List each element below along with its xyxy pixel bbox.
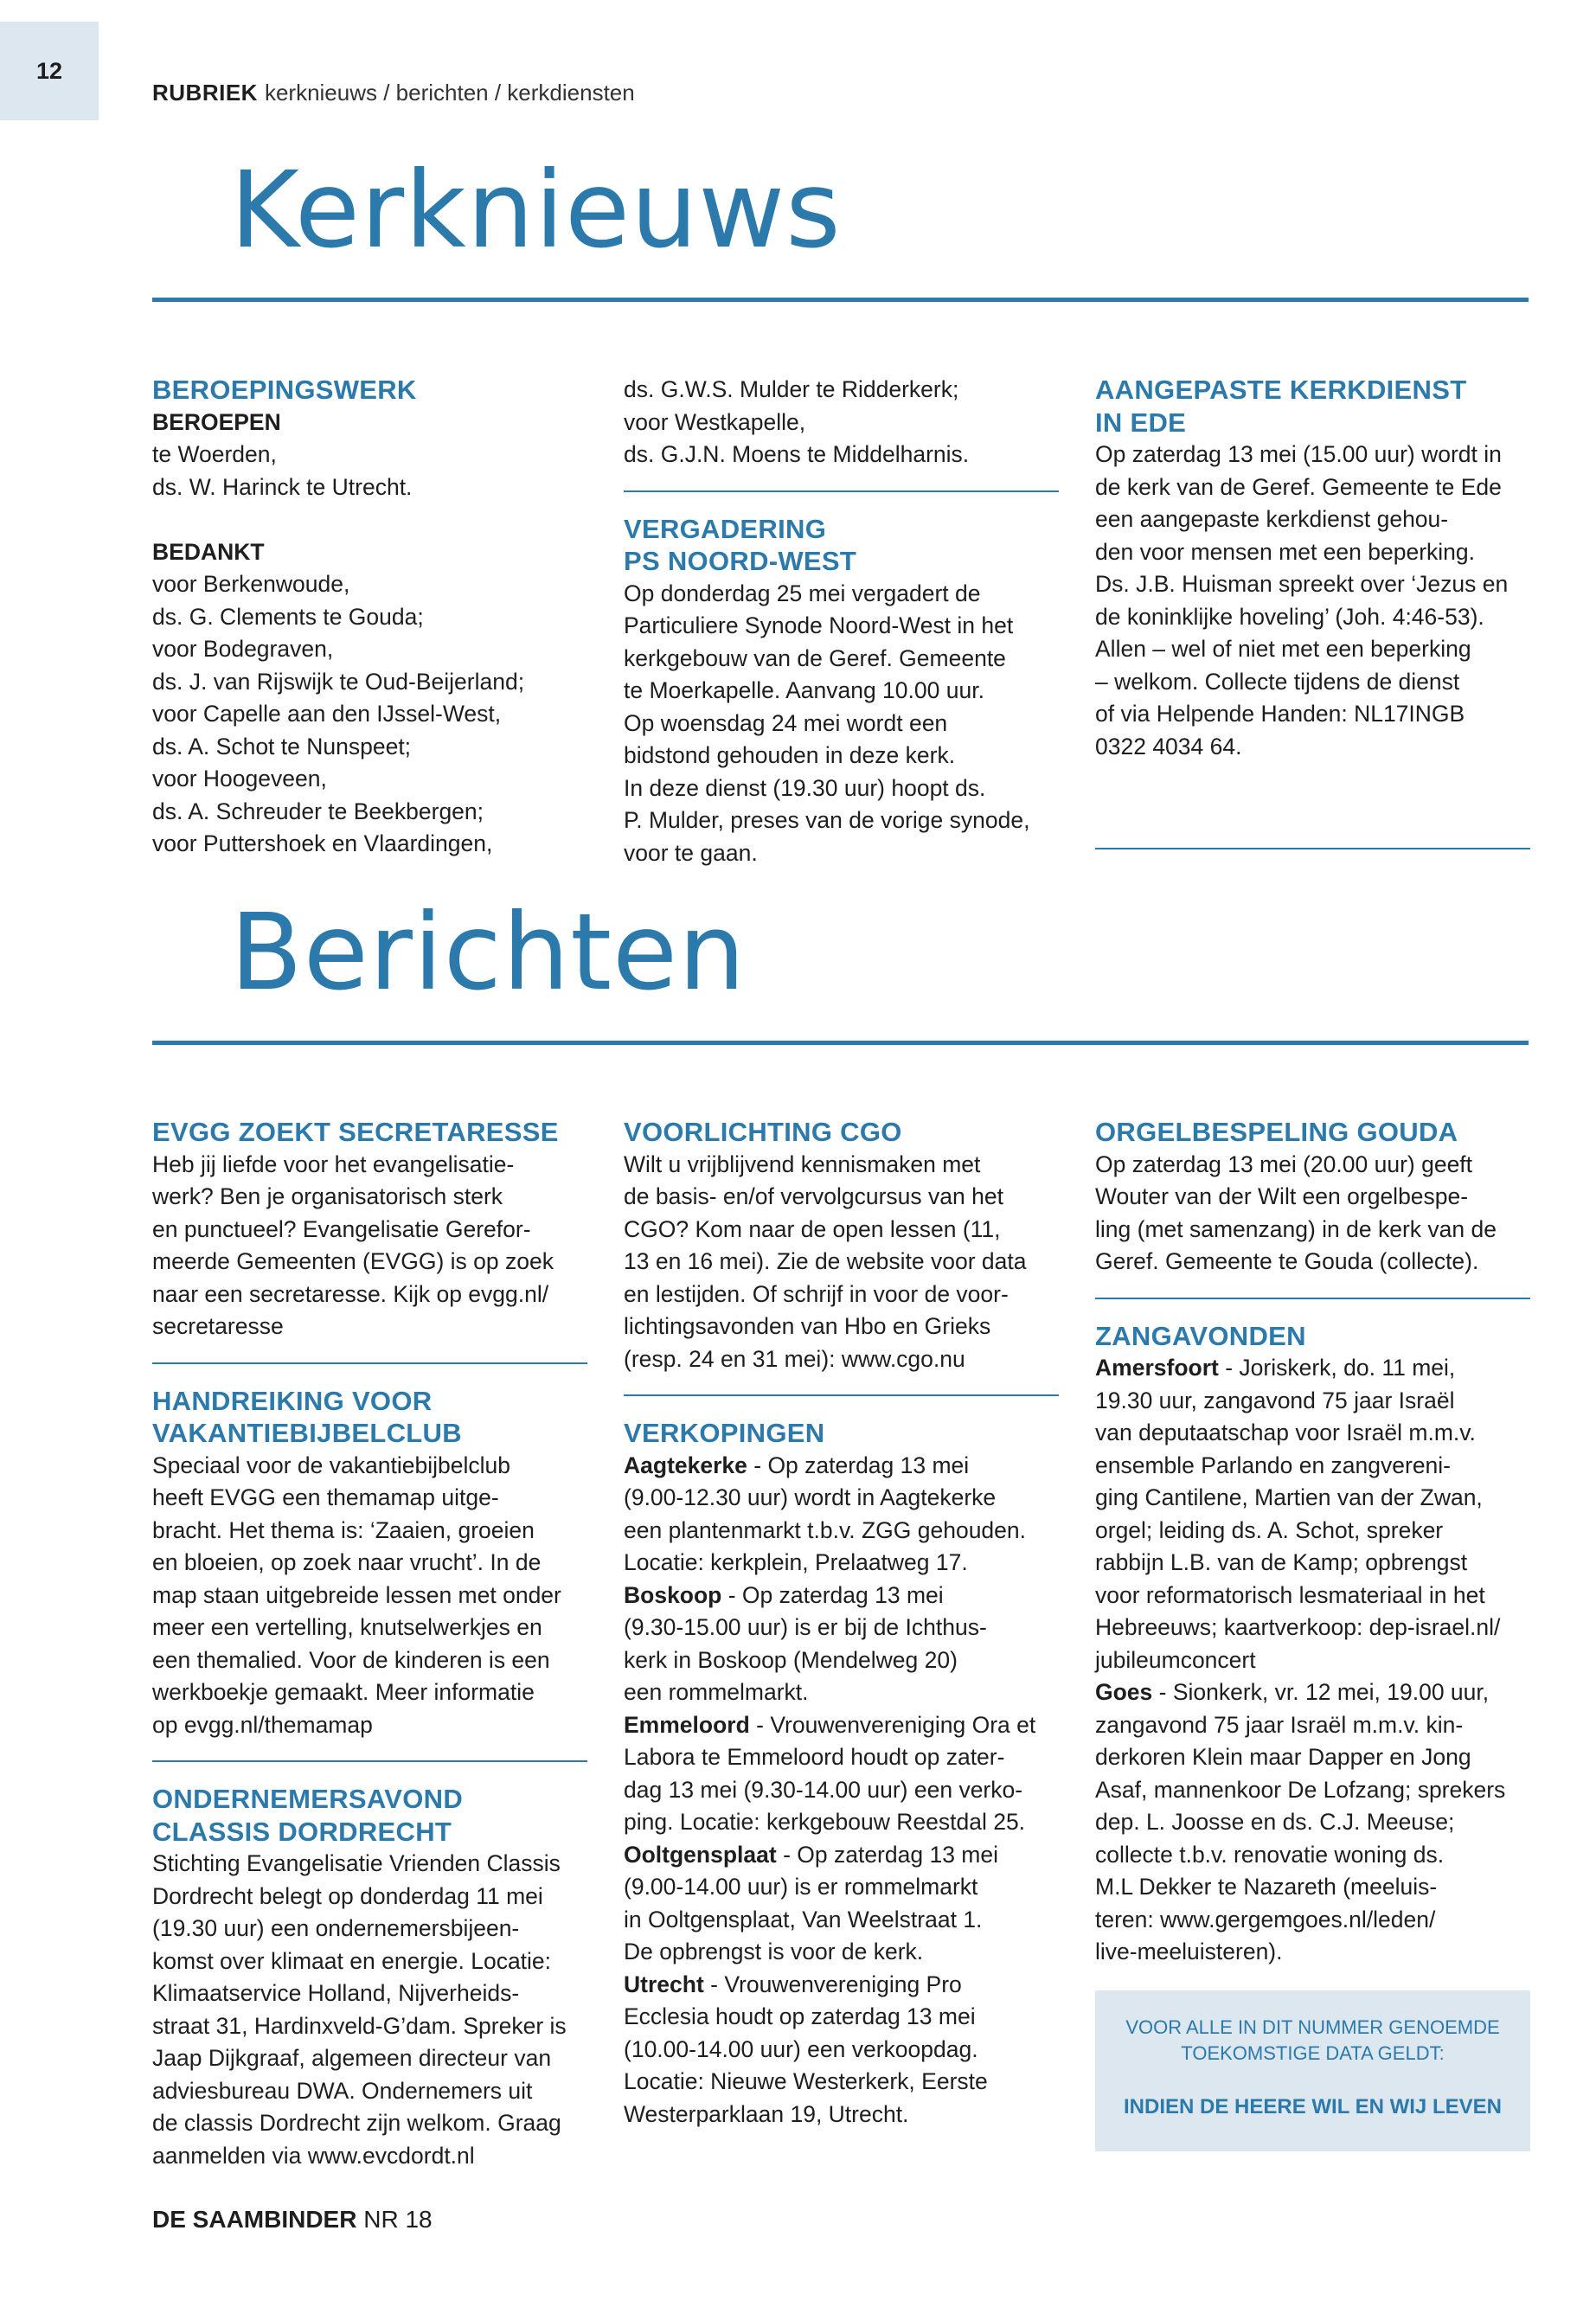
list-item xyxy=(624,1450,1059,1580)
notice-line: TOEKOMSTIGE DATA GELDT: xyxy=(1181,2042,1445,2064)
text-line: en bloeien, op zoek naar vrucht’. In de xyxy=(152,1549,542,1575)
text-line: een aangepaste kerkdienst gehou- xyxy=(1095,506,1449,532)
text-line: komst over klimaat en energie. Locatie: xyxy=(152,1947,552,1974)
section-title-berichten: Berichten xyxy=(230,891,747,1014)
divider xyxy=(152,1760,587,1762)
item-place: Boskoop xyxy=(624,1581,722,1608)
publication-name: DE SAAMBINDER xyxy=(152,2206,357,2233)
text-line: zangavond 75 jaar Israël m.m.v. kin- xyxy=(1095,1711,1464,1738)
text-line: Dordrecht belegt op donderdag 11 mei xyxy=(152,1882,543,1909)
text-line: - Op zaterdag 13 mei xyxy=(747,1452,970,1478)
text-line: Op zaterdag 13 mei (20.00 uur) geeft xyxy=(1095,1150,1473,1177)
text-line: Hebreeuws; kaartverkoop: dep-israel.nl/ xyxy=(1095,1614,1501,1640)
item-place: Aagtekerke xyxy=(624,1452,747,1478)
divider xyxy=(624,1394,1059,1396)
heading-verkopingen: VERKOPINGEN xyxy=(624,1418,825,1448)
text-line: ds. G. Clements te Gouda; xyxy=(152,603,424,630)
item-place: Ooltgensplaat xyxy=(624,1841,777,1868)
text-line: naar een secretaresse. Kijk op evgg.nl/ xyxy=(152,1280,549,1307)
heading-line: VERGADERING xyxy=(624,513,827,544)
text-line: Jaap Dijkgraaf, algemeen directeur van xyxy=(152,2045,552,2071)
text-line: de basis- en/of vervolgcursus van het xyxy=(624,1183,1003,1209)
text-line: van deputaatschap voor Israël m.m.v. xyxy=(1095,1420,1476,1445)
section-rule-kerknieuws xyxy=(152,298,1529,302)
heading-evgg: EVGG ZOEKT SECRETARESSE xyxy=(152,1117,559,1147)
column-berichten-2 xyxy=(624,1116,1059,2131)
column-berichten-3 xyxy=(1095,1116,1530,1969)
text-line: een themalied. Voor de kinderen is een xyxy=(152,1646,550,1673)
list-item xyxy=(624,1580,1059,1709)
list-item xyxy=(624,1969,1059,2131)
text-line: Locatie: kerkplein, Prelaatweg 17. xyxy=(624,1549,968,1575)
text-line: secretaresse xyxy=(152,1313,284,1339)
heading-line: HANDREIKING VOOR xyxy=(152,1385,433,1416)
divider xyxy=(1095,848,1530,849)
text-line: Labora te Emmeloord houdt op zater- xyxy=(624,1744,1005,1770)
text-line: (9.00-14.00 uur) is er rommelmarkt xyxy=(624,1874,978,1900)
text-line: voor Capelle aan den IJssel-West, xyxy=(152,701,502,727)
text-line: teren: www.gergemgoes.nl/leden/ xyxy=(1095,1906,1436,1932)
heading-zangavonden: ZANGAVONDEN xyxy=(1095,1320,1306,1351)
text-line: voor te gaan. xyxy=(624,839,758,866)
text-line: Wouter van der Wilt een orgelbespe- xyxy=(1095,1183,1469,1209)
text-line: - Vrouwenvereniging Pro xyxy=(703,1971,962,1997)
text-line: Op zaterdag 13 mei (15.00 uur) wordt in xyxy=(1095,441,1502,467)
heading-aangepaste-kerkdienst xyxy=(1095,374,1530,439)
text-line: voor reformatorisch lesmateriaal in het xyxy=(1095,1581,1485,1608)
text-line: Heb jij liefde voor het evangelisatie- xyxy=(152,1150,515,1177)
text-line: Ds. J.B. Huisman spreekt over ‘Jezus en xyxy=(1095,571,1509,597)
text-line: CGO? Kom naar de open lessen (11, xyxy=(624,1215,1001,1242)
text-line: werk? Ben je organisatorisch sterk xyxy=(152,1183,503,1209)
text-line: en punctueel? Evangelisatie Gerefor- xyxy=(152,1215,531,1242)
label-beroepen: BEROEPEN xyxy=(152,408,281,435)
text-line: dep. L. Joosse en ds. C.J. Meeuse; xyxy=(1095,1809,1455,1835)
rubriek-label: RUBRIEK xyxy=(152,80,258,106)
text-line: de classis Dordrecht zijn welkom. Graag xyxy=(152,2110,561,2136)
text-line: 0322 4034 64. xyxy=(1095,733,1242,760)
heading-line: PS NOORD-WEST xyxy=(624,546,857,576)
text-line: lichtingsavonden van Hbo en Grieks xyxy=(624,1313,991,1339)
heading-orgelbespeling: ORGELBESPELING GOUDA xyxy=(1095,1117,1458,1147)
text-line: - Vrouwenvereniging Ora et xyxy=(749,1711,1036,1738)
text-line: voor Berkenwoude, xyxy=(152,571,350,597)
text-line: ds. W. Harinck te Utrecht. xyxy=(152,473,413,500)
divider xyxy=(1095,1298,1530,1299)
notice-box xyxy=(1095,1990,1530,2151)
column-kerknieuws-2 xyxy=(624,374,1059,869)
text-line: werkboekje gemaakt. Meer informatie xyxy=(152,1679,535,1705)
text-line: P. Mulder, preses van de vorige synode, xyxy=(624,807,1030,833)
text-line: te Moerkapelle. Aanvang 10.00 uur. xyxy=(624,677,984,703)
item-place: Emmeloord xyxy=(624,1711,750,1738)
text-line: Ecclesia houdt op zaterdag 13 mei xyxy=(624,2003,976,2029)
text-line: Particuliere Synode Noord-West in het xyxy=(624,612,1014,638)
text-line: (19.30 uur) een ondernemersbijeen- xyxy=(152,1915,520,1941)
text-line: – welkom. Collecte tijdens de dienst xyxy=(1095,668,1460,695)
text-line: aanmelden via www.evcdordt.nl xyxy=(152,2142,475,2169)
text-line: - Joriskerk, do. 11 mei, xyxy=(1218,1355,1456,1381)
item-place: Amersfoort xyxy=(1095,1355,1219,1381)
text-line: derkoren Klein maar Dapper en Jong xyxy=(1095,1744,1471,1770)
list-item xyxy=(624,1839,1059,1969)
text-line: M.L Dekker te Nazareth (meeluis- xyxy=(1095,1874,1438,1900)
text-line: een plantenmarkt t.b.v. ZGG gehouden. xyxy=(624,1516,1027,1543)
text-line: 13 en 16 mei). Zie de website voor data xyxy=(624,1248,1027,1274)
divider xyxy=(152,1362,587,1364)
list-item xyxy=(1095,1676,1530,1969)
text-line: op evgg.nl/themamap xyxy=(152,1711,373,1738)
text-line: ling (met samenzang) in de kerk van de xyxy=(1095,1215,1497,1242)
text-line: Geref. Gemeente te Gouda (collecte). xyxy=(1095,1248,1479,1274)
text-line: - Op zaterdag 13 mei xyxy=(721,1581,944,1608)
text-line: live-meeluisteren). xyxy=(1095,1939,1283,1965)
text-line: Wilt u vrijblijvend kennismaken met xyxy=(624,1150,981,1177)
text-line: straat 31, Hardinxveld-G’dam. Spreker is xyxy=(152,2012,567,2039)
column-berichten-1 xyxy=(152,1116,587,2172)
text-line: ensemble Parlando en zangvereni- xyxy=(1095,1452,1452,1478)
text-line: meerde Gemeenten (EVGG) is op zoek xyxy=(152,1248,554,1274)
divider xyxy=(624,490,1059,492)
text-line: ds. J. van Rijswijk te Oud-Beijerland; xyxy=(152,668,525,695)
text-line: Op donderdag 25 mei vergadert de xyxy=(624,580,981,606)
text-line: collecte t.b.v. renovatie woning ds. xyxy=(1095,1841,1445,1868)
list-item xyxy=(1095,1352,1530,1676)
text-line: De opbrengst is voor de kerk. xyxy=(624,1939,924,1965)
text-line: Speciaal voor de vakantiebijbelclub xyxy=(152,1452,510,1478)
text-line: 19.30 uur, zangavond 75 jaar Israël xyxy=(1095,1387,1455,1413)
text-line: Asaf, mannenkoor De Lofzang; sprekers xyxy=(1095,1776,1506,1803)
heading-vergadering xyxy=(624,513,1059,578)
rubriek-path: kerknieuws / berichten / kerkdiensten xyxy=(264,80,635,106)
text-line: ds. G.J.N. Moens te Middelharnis. xyxy=(624,441,970,467)
text-line: voor Westkapelle, xyxy=(624,408,806,435)
item-place: Utrecht xyxy=(624,1971,704,1997)
text-line: Locatie: Nieuwe Westerkerk, Eerste xyxy=(624,2068,988,2094)
heading-line: VAKANTIEBIJBELCLUB xyxy=(152,1418,462,1448)
list-item xyxy=(624,1709,1059,1839)
issue-number: NR 18 xyxy=(363,2206,433,2233)
text-line: ds. A. Schot te Nunspeet; xyxy=(152,733,412,760)
text-line: Stichting Evangelisatie Vrienden Classis xyxy=(152,1850,561,1876)
rubriek-header xyxy=(152,80,635,106)
text-line: kerk in Boskoop (Mendelweg 20) xyxy=(624,1646,958,1673)
text-line: voor Puttershoek en Vlaardingen, xyxy=(152,830,493,856)
text-line: Westerparklaan 19, Utrecht. xyxy=(624,2100,909,2127)
text-line: kerkgebouw van de Geref. Gemeente xyxy=(624,644,1006,671)
section-rule-berichten xyxy=(152,1041,1529,1045)
text-line: ds. G.W.S. Mulder te Ridderkerk; xyxy=(624,376,959,402)
text-line: ping. Locatie: kerkgebouw Reestdal 25. xyxy=(624,1809,1026,1835)
text-line: - Sionkerk, vr. 12 mei, 19.00 uur, xyxy=(1152,1679,1490,1705)
heading-line: ONDERNEMERSAVOND xyxy=(152,1784,464,1814)
label-bedankt: BEDANKT xyxy=(152,538,265,565)
text-line: bracht. Het thema is: ‘Zaaien, groeien xyxy=(152,1516,535,1543)
text-line: dag 13 mei (9.30-14.00 uur) een verko- xyxy=(624,1776,1023,1803)
text-line: In deze dienst (19.30 uur) hoopt ds. xyxy=(624,774,986,801)
text-line: bidstond gehouden in deze kerk. xyxy=(624,742,956,768)
text-line: (resp. 24 en 31 mei): www.cgo.nu xyxy=(624,1345,965,1372)
text-line: en lestijden. Of schrijf in voor de voor- xyxy=(624,1280,1009,1307)
text-line: in Ooltgensplaat, Van Weelstraat 1. xyxy=(624,1906,983,1932)
heading-handreiking xyxy=(152,1385,587,1450)
text-line: adviesbureau DWA. Ondernemers uit xyxy=(152,2077,533,2104)
text-line: orgel; leiding ds. A. Schot, spreker xyxy=(1095,1516,1444,1543)
heading-beroepingswerk: BEROEPINGSWERK xyxy=(152,375,417,405)
text-line: Op woensdag 24 mei wordt een xyxy=(624,709,948,736)
footer xyxy=(152,2206,433,2234)
text-line: den voor mensen met een beperking. xyxy=(1095,538,1475,565)
text-line: - Op zaterdag 13 mei xyxy=(776,1841,998,1868)
column-kerknieuws-3 xyxy=(1095,374,1530,849)
text-line: ds. A. Schreuder te Beekbergen; xyxy=(152,798,484,824)
column-kerknieuws-1 xyxy=(152,374,587,861)
text-line: voor Bodegraven, xyxy=(152,636,334,662)
section-title-kerknieuws: Kerknieuws xyxy=(230,149,842,272)
text-line: de kerk van de Geref. Gemeente te Ede xyxy=(1095,473,1502,500)
text-line: ging Cantilene, Martien van der Zwan, xyxy=(1095,1484,1483,1510)
text-line: meer een vertelling, knutselwerkjes en xyxy=(152,1614,542,1640)
text-line: Klimaatservice Holland, Nijverheids- xyxy=(152,1980,520,2006)
text-line: (9.00-12.30 uur) wordt in Aagtekerke xyxy=(624,1484,997,1510)
heading-ondernemersavond xyxy=(152,1783,587,1848)
item-place: Goes xyxy=(1095,1679,1153,1705)
text-line: (9.30-15.00 uur) is er bij de Ichthus- xyxy=(624,1614,987,1640)
text-line: voor Hoogeveen, xyxy=(152,766,327,792)
heading-line: CLASSIS DORDRECHT xyxy=(152,1816,452,1847)
text-line: (10.00-14.00 uur) een verkoopdag. xyxy=(624,2035,978,2062)
page-number: 12 xyxy=(0,22,99,120)
text-line: jubileumconcert xyxy=(1095,1646,1256,1673)
text-line: heeft EVGG een themamap uitge- xyxy=(152,1484,499,1510)
text-line: een rommelmarkt. xyxy=(624,1679,809,1705)
notice-line: VOOR ALLE IN DIT NUMMER GENOEMDE xyxy=(1125,2016,1500,2038)
text-line: rabbijn L.B. van de Kamp; opbrengst xyxy=(1095,1549,1468,1575)
heading-voorlichting-cgo: VOORLICHTING CGO xyxy=(624,1117,902,1147)
text-line: de koninklijke hoveling’ (Joh. 4:46-53). xyxy=(1095,603,1484,630)
text-line: te Woerden, xyxy=(152,441,277,467)
notice-emphasis: INDIEN DE HEERE WIL EN WIJ LEVEN xyxy=(1124,2095,1502,2118)
heading-line: IN EDE xyxy=(1095,407,1187,438)
text-line: of via Helpende Handen: NL17INGB xyxy=(1095,701,1465,727)
heading-line: AANGEPASTE KERKDIENST xyxy=(1095,375,1467,405)
text-line: Allen – wel of niet met een beperking xyxy=(1095,636,1471,662)
text-line: map staan uitgebreide lessen met onder xyxy=(152,1581,561,1608)
